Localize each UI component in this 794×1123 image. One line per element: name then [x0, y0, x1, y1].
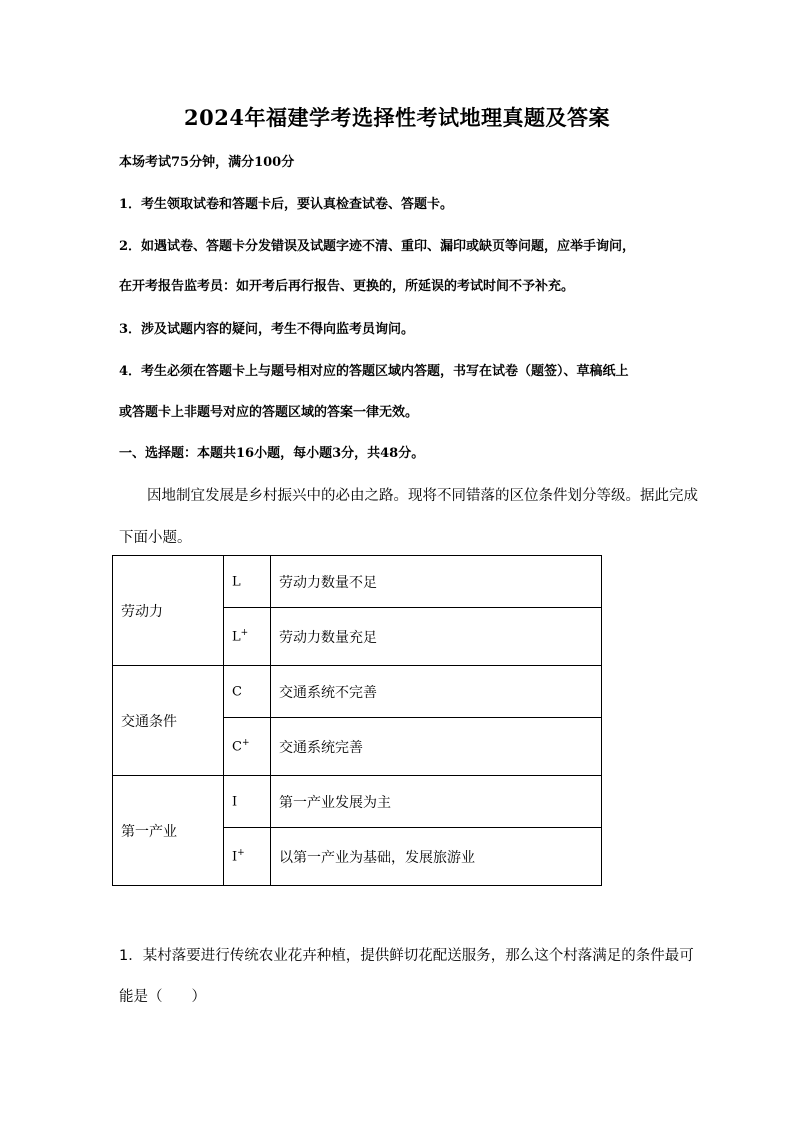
instruction-2: 2．如遇试卷、答题卡分发错误及试题字迹不清、重印、漏印或缺页等问题，应举手询问，	[119, 239, 636, 254]
condition-table	[112, 555, 602, 886]
table-row	[113, 776, 602, 828]
table-row	[113, 556, 602, 608]
description-cell: 交通系统不完善	[271, 666, 602, 718]
category-cell: 交通条件	[113, 666, 224, 776]
description-cell: 劳动力数量不足	[271, 556, 602, 608]
document-title: 2024年福建学考选择性考试地理真题及答案	[184, 105, 610, 130]
question-1-line-1: 1．某村落要进行传统农业花卉种植，提供鲜切花配送服务，那么这个村落满足的条件最可	[119, 948, 694, 964]
description-cell: 以第一产业为基础，发展旅游业	[271, 828, 602, 886]
code-cell: C	[224, 666, 271, 718]
code-cell: I+	[224, 828, 271, 886]
instruction-3: 3．涉及试题内容的疑问，考生不得向监考员询问。	[119, 322, 415, 337]
description-cell: 第一产业发展为主	[271, 776, 602, 828]
category-cell: 劳动力	[113, 556, 224, 666]
exam-info: 本场考试75分钟，满分100分	[119, 155, 295, 170]
code-cell: C+	[224, 718, 271, 776]
description-cell: 劳动力数量充足	[271, 608, 602, 666]
instruction-4: 4．考生必须在答题卡上与题号相对应的答题区域内答题，书写在试卷（题签）、草稿纸上	[119, 364, 629, 379]
code-cell: I	[224, 776, 271, 828]
category-cell: 第一产业	[113, 776, 224, 886]
section-heading: 一、选择题：本题共16小题，每小题3分，共48分。	[119, 446, 425, 461]
intro-line-2: 下面小题。	[119, 530, 192, 546]
instruction-4-cont: 或答题卡上非题号对应的答题区域的答案一律无效。	[119, 405, 419, 420]
code-cell: L+	[224, 608, 271, 666]
description-cell: 交通系统完善	[271, 718, 602, 776]
intro-line-1: 因地制宜发展是乡村振兴中的必由之路。现将不同错落的区位条件划分等级。据此完成	[147, 488, 698, 504]
instruction-2-cont: 在开考报告监考员：如开考后再行报告、更换的，所延误的考试时间不予补充。	[119, 279, 575, 294]
table-row	[113, 666, 602, 718]
instruction-1: 1．考生领取试卷和答题卡后，要认真检查试卷、答题卡。	[119, 197, 454, 212]
code-cell: L	[224, 556, 271, 608]
question-1-line-2: 能是（ ）	[119, 989, 206, 1005]
